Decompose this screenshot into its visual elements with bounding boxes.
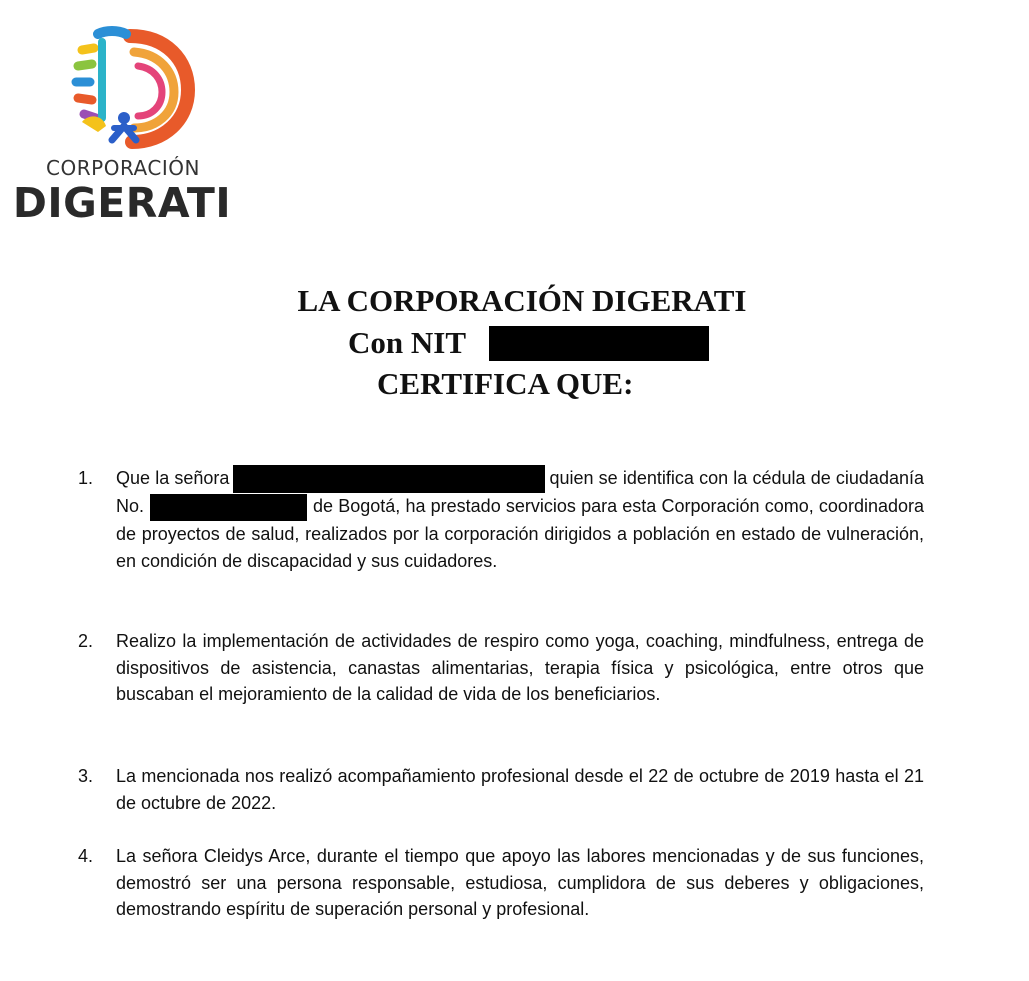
item4-text: La señora Cleidys Arce, durante el tiempo que apoyo las labores mencionadas y de sus funciones, demostró ser una persona responsable, estudiosa, cumplidora de sus deberes y obligaciones, demostrando espíritu de superación personal y profesional. bbox=[116, 846, 924, 919]
document-title: LA CORPORACIÓN DIGERATI bbox=[297, 283, 747, 318]
list-item bbox=[78, 843, 924, 923]
corporation-logo bbox=[6, 22, 236, 227]
list-item bbox=[78, 465, 924, 574]
list-item-number: 4. bbox=[78, 846, 94, 866]
certifica-heading: CERTIFICA QUE: bbox=[377, 366, 634, 401]
item1-text-part2: quien se identifica con la cédula de ciudadanía No. bbox=[116, 468, 924, 517]
nit-label: Con NIT bbox=[348, 325, 467, 360]
item3-text: La mencionada nos realizó acompañamiento profesional desde el 22 de octubre de 2019 hasta el 21 de octubre de 2022. bbox=[116, 766, 924, 813]
digerati-logo-mark-icon bbox=[68, 22, 198, 152]
nit-redaction bbox=[489, 326, 709, 361]
list-item bbox=[78, 628, 924, 708]
list-item-number: 2. bbox=[78, 631, 94, 651]
logo-text-digerati: DIGERATI bbox=[12, 179, 232, 227]
logo-text-corporacion: CORPORACIÓN bbox=[46, 156, 200, 180]
list-item bbox=[78, 763, 924, 816]
list-item-number: 3. bbox=[78, 766, 94, 786]
id-number-redaction bbox=[150, 494, 307, 521]
name-redaction bbox=[233, 465, 545, 493]
list-item-number: 1. bbox=[78, 468, 94, 488]
item1-text-part1: Que la señora bbox=[116, 468, 230, 488]
item1-text-part3: de Bogotá, ha prestado servicios para esta Corporación como, coordinadora de proyectos de salud, realizados por la corporación dirigidos a población en estado de vulneración, en condición de discapacidad y sus cuidadores. bbox=[116, 496, 924, 571]
item2-text: Realizo la implementación de actividades de respiro como yoga, coaching, mindfulness, entrega de dispositivos de asistencia, canastas alimentarias, terapia física y psicológica, entre otros que buscaban el mejoramiento de la calidad de vida de los beneficiarios. bbox=[116, 631, 924, 704]
